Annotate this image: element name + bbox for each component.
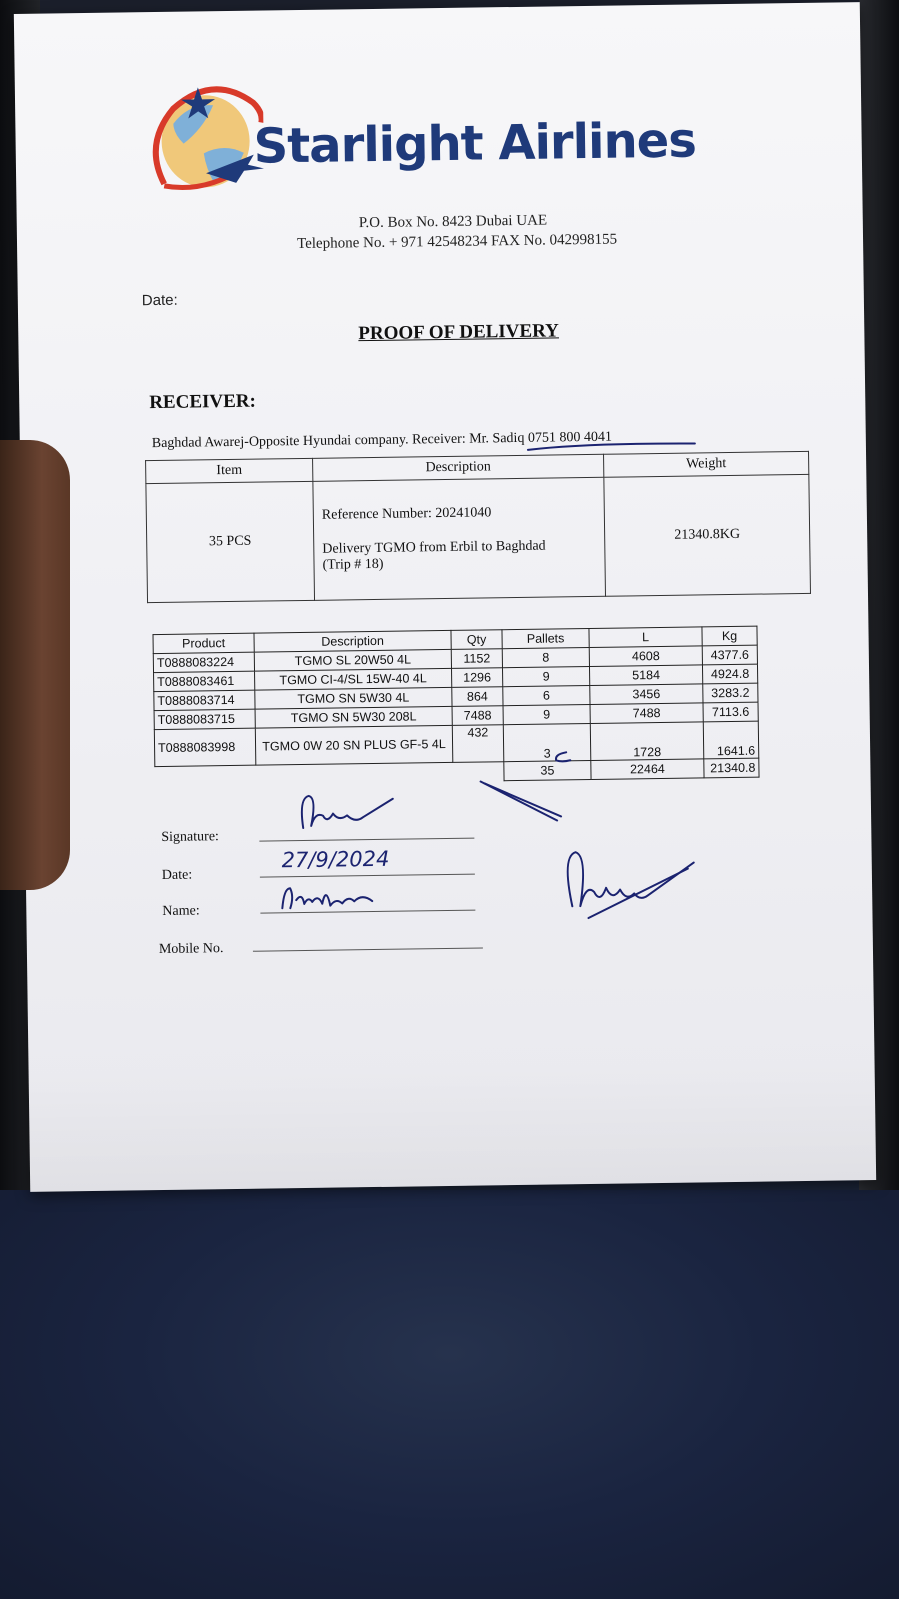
mobile-label: Mobile No. (158, 941, 224, 958)
second-signature-mark (557, 844, 698, 936)
total-kg: 21340.8 (704, 758, 759, 778)
date-line (260, 874, 475, 878)
summary-item: 35 PCS (146, 481, 315, 602)
product-description: TGMO SL 20W50 4L (254, 649, 451, 671)
company-name: Starlight Airlines (253, 112, 697, 175)
name-label: Name: (162, 903, 200, 919)
product-description: TGMO SN 5W30 4L (255, 687, 452, 709)
summary-description-cell (313, 477, 606, 600)
product-code: T0888083224 (153, 652, 254, 672)
summary-trip: (Trip # 18) (322, 556, 384, 573)
products-header-description: Description (254, 630, 451, 652)
products-header-l: L (589, 627, 702, 648)
product-description: TGMO SN 5W30 208L (255, 706, 452, 728)
product-description: TGMO CI-4/SL 15W-40 4L (255, 668, 452, 690)
product-pallets: 8 (502, 647, 589, 667)
receiver-line: Baghdad Awarej-Opposite Hyundai company. Receiver: Mr. Sadiq 0751 800 4041 (151, 429, 612, 452)
products-header-kg: Kg (702, 626, 757, 646)
date-label: Date: (141, 291, 178, 310)
products-header-pallets: Pallets (502, 628, 589, 648)
product-l: 3456 (590, 684, 703, 705)
product-code: T0888083998 (154, 728, 256, 766)
product-code: T0888083461 (154, 671, 255, 691)
product-qty: 864 (452, 687, 503, 707)
product-qty: 7488 (452, 706, 503, 726)
summary-header-description: Description (313, 454, 604, 481)
product-l: 7488 (590, 703, 703, 724)
product-kg: 3283.2 (703, 683, 758, 703)
product-code: T0888083714 (154, 690, 255, 710)
signature-mark (293, 787, 404, 844)
product-pallets: 9 (502, 666, 589, 686)
background-seat (0, 1190, 899, 1599)
handwritten-name (276, 881, 396, 917)
product-qty: 432 (452, 725, 504, 763)
product-code: T0888083715 (154, 709, 255, 729)
summary-delivery: Delivery TGMO from Erbil to Baghdad (322, 538, 546, 557)
handwritten-date: 27/9/2024 (281, 846, 390, 873)
product-kg: 4924.8 (702, 664, 757, 684)
summary-reference: Reference Number: 20241040 (321, 505, 492, 523)
product-kg: 7113.6 (703, 702, 758, 722)
hand-holding-paper (0, 440, 70, 890)
products-header-product: Product (153, 633, 254, 653)
total-pallets: 35 (504, 760, 591, 780)
mobile-line (253, 948, 483, 952)
signature-label: Signature: (161, 829, 219, 845)
summary-header-weight: Weight (604, 451, 809, 477)
product-kg: 4377.6 (702, 645, 757, 665)
product-qty: 1296 (451, 668, 502, 688)
product-pallets: 3 (503, 723, 591, 761)
receiver-heading: RECEIVER: (149, 390, 257, 414)
document-title: PROOF OF DELIVERY (358, 320, 560, 345)
product-description: TGMO 0W 20 SN PLUS GF-5 4L (255, 725, 452, 765)
products-table (152, 626, 759, 786)
date-signoff-label: Date: (161, 867, 193, 883)
summary-header-item: Item (146, 458, 313, 483)
total-l: 22464 (591, 759, 704, 780)
company-contact: Telephone No. + 971 42548234 FAX No. 042998155 (296, 231, 618, 253)
product-l: 1728 (590, 722, 704, 761)
summary-table (145, 451, 811, 603)
handwritten-strike (477, 776, 568, 827)
product-l: 5184 (589, 665, 702, 686)
product-kg: 1641.6 (703, 721, 759, 759)
delivery-document (14, 2, 876, 1192)
summary-weight: 21340.8KG (604, 474, 811, 596)
product-pallets: 6 (503, 685, 590, 705)
product-pallets: 9 (503, 704, 590, 724)
products-header-qty: Qty (451, 630, 502, 650)
handwritten-tick (544, 748, 574, 768)
product-l: 4608 (589, 646, 702, 667)
globe-logo-icon (143, 72, 265, 204)
company-address: P.O. Box No. 8423 Dubai UAE (358, 212, 548, 232)
product-qty: 1152 (451, 649, 502, 669)
